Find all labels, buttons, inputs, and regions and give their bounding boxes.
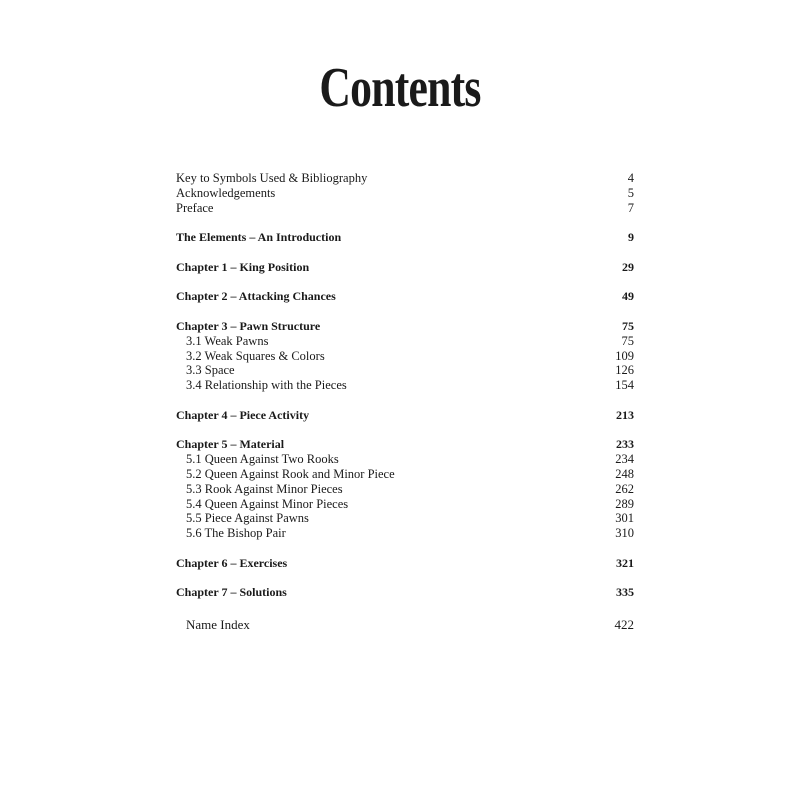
- toc-entry-page: 213: [616, 407, 634, 422]
- toc-entry-label: 5.5 Piece Against Pawns: [186, 511, 309, 526]
- toc-entry-section-5-2[interactable]: [176, 467, 634, 482]
- toc-entry-page: 7: [627, 200, 634, 215]
- toc-entry-label: Chapter 5 – Material: [176, 437, 285, 452]
- toc-entry-label: Chapter 7 – Solutions: [176, 585, 287, 600]
- toc-entry-chapter-6[interactable]: [176, 556, 634, 571]
- toc-entry-introduction[interactable]: [176, 230, 634, 245]
- toc-entry-page: 233: [616, 437, 634, 452]
- toc-entry-label: Chapter 1 – King Position: [176, 259, 310, 274]
- toc-entry-page: 154: [615, 378, 634, 393]
- toc-entry-page: 109: [615, 348, 634, 363]
- toc-entry-label: 3.4 Relationship with the Pieces: [186, 378, 347, 393]
- page-title: Contents: [319, 57, 481, 119]
- toc-entry-label: 5.3 Rook Against Minor Pieces: [186, 481, 343, 496]
- toc-entry-label: 5.4 Queen Against Minor Pieces: [186, 496, 349, 511]
- toc-entry-section-5-3[interactable]: [176, 482, 634, 497]
- toc-entry-label: 5.1 Queen Against Two Rooks: [186, 452, 339, 467]
- toc-entry-chapter-3[interactable]: [176, 319, 634, 334]
- toc-entry-page: 29: [622, 259, 634, 274]
- toc-entry-page: 4: [627, 171, 634, 185]
- toc-entry-page: 9: [628, 230, 634, 245]
- toc-entry-preface[interactable]: [176, 201, 634, 216]
- toc-entry-label: Chapter 2 – Attacking Chances: [176, 289, 336, 304]
- toc-entry-chapter-7[interactable]: [176, 585, 634, 600]
- toc-entry-section-3-3[interactable]: [176, 363, 634, 378]
- toc-entry-label: Chapter 4 – Piece Activity: [176, 407, 310, 422]
- toc-entry-page: 321: [616, 555, 634, 570]
- toc-entry-label: Preface: [176, 200, 214, 215]
- toc-entry-label: The Elements – An Introduction: [176, 230, 342, 245]
- toc-entry-label: 3.3 Space: [186, 363, 235, 378]
- toc-entry-label: 5.6 The Bishop Pair: [186, 526, 286, 541]
- toc-entry-chapter-1[interactable]: [176, 260, 634, 275]
- toc-entry-page: 126: [615, 363, 634, 378]
- toc-entry-page: 301: [615, 511, 634, 526]
- toc-entry-page: 335: [616, 585, 634, 600]
- toc-entry-symbols[interactable]: [176, 171, 634, 186]
- toc-entry-label: 3.2 Weak Squares & Colors: [186, 348, 325, 363]
- toc-entry-page: 75: [622, 318, 634, 333]
- toc-entry-page: 234: [615, 452, 634, 467]
- toc-entry-section-3-1[interactable]: [176, 334, 634, 349]
- toc-entry-chapter-5[interactable]: [176, 437, 634, 452]
- toc-entry-label: Name Index: [186, 616, 250, 632]
- toc-entry-section-3-4[interactable]: [176, 378, 634, 393]
- toc-entry-section-5-1[interactable]: [176, 452, 634, 467]
- toc-entry-section-3-2[interactable]: [176, 349, 634, 364]
- toc-entry-label: 3.1 Weak Pawns: [186, 333, 269, 348]
- toc-entry-page: 75: [621, 333, 634, 348]
- toc-entry-chapter-4[interactable]: [176, 408, 634, 423]
- toc-entry-section-5-5[interactable]: [176, 511, 634, 526]
- toc-entry-page: 422: [614, 616, 634, 632]
- table-of-contents: [176, 171, 634, 633]
- toc-entry-page: 289: [615, 496, 634, 511]
- toc-entry-label: Chapter 3 – Pawn Structure: [176, 318, 321, 333]
- toc-entry-acknowledgements[interactable]: [176, 186, 634, 201]
- toc-entry-section-5-4[interactable]: [176, 497, 634, 512]
- toc-entry-label: 5.2 Queen Against Rook and Minor Piece: [186, 466, 395, 481]
- toc-entry-page: 5: [627, 185, 634, 200]
- toc-entry-page: 310: [615, 526, 634, 541]
- toc-entry-chapter-2[interactable]: [176, 289, 634, 304]
- toc-entry-page: 262: [615, 481, 634, 496]
- toc-entry-label: Acknowledgements: [176, 185, 276, 200]
- toc-entry-page: 49: [622, 289, 634, 304]
- toc-entry-page: 248: [615, 466, 634, 481]
- toc-entry-name-index[interactable]: [176, 618, 634, 633]
- toc-entry-label: Chapter 6 – Exercises: [176, 555, 288, 570]
- toc-entry-label: Key to Symbols Used & Bibliography: [176, 171, 368, 185]
- toc-entry-section-5-6[interactable]: [176, 526, 634, 541]
